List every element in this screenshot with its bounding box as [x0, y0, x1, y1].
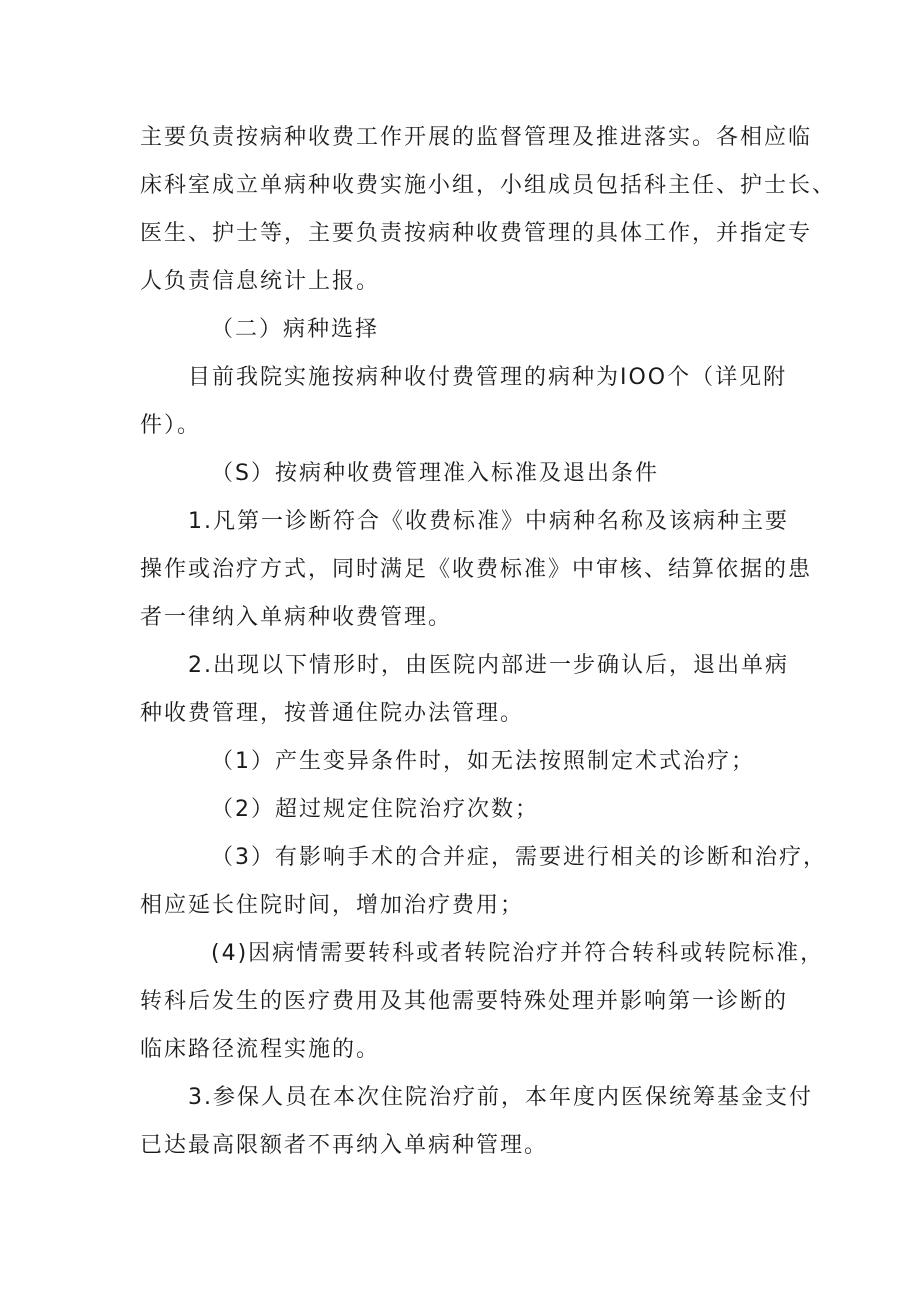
- paragraph-line: 操作或治疗方式，同时满足《收费标准》中审核、结算依据的患: [140, 557, 813, 582]
- sub-item-line: （3）有影响手术的合并症，需要进行相关的诊断和治疗，: [211, 845, 827, 870]
- paragraph-line: 主要负责按病种收费工作开展的监督管理及推进落实。各相应临: [140, 125, 813, 150]
- paragraph-line: 医生、护士等，主要负责按病种收费管理的具体工作，并指定专: [140, 221, 813, 246]
- paragraph-line: 转科后发生的医疗费用及其他需要特殊处理并影响第一诊断的: [140, 989, 789, 1014]
- list-item-line: 2.出现以下情形时，由医院内部进一步确认后，退出单病: [188, 653, 789, 678]
- paragraph-line: 已达最高限额者不再纳入单病种管理。: [140, 1133, 549, 1158]
- paragraph-line: 人负责信息统计上报。: [140, 269, 381, 294]
- section-heading: （S）按病种收费管理准入标准及退出条件: [211, 461, 659, 486]
- sub-item-line: (4)因病情需要转科或者转院治疗并符合转科或转院标准，: [211, 941, 825, 966]
- paragraph-line: 种收费管理，按普通住院办法管理。: [140, 701, 525, 726]
- section-heading: （二）病种选择: [211, 317, 380, 342]
- list-item-line: 1.凡第一诊断符合《收费标准》中病种名称及该病种主要: [188, 509, 789, 534]
- sub-item-line: （1）产生变异条件时，如无法按照制定术式治疗；: [211, 749, 755, 774]
- paragraph-line: 临床路径流程实施的。: [140, 1037, 381, 1062]
- paragraph-line: 目前我院实施按病种收付费管理的病种为IOO个（详见附: [188, 365, 788, 390]
- paragraph-line: 件）。: [140, 413, 202, 438]
- paragraph-line: 者一律纳入单病种收费管理。: [140, 605, 453, 630]
- sub-item-line: （2）超过规定住院治疗次数；: [211, 797, 539, 822]
- paragraph-line: 床科室成立单病种收费实施小组，小组成员包括科主任、护士长、: [140, 173, 837, 198]
- paragraph-line: 相应延长住院时间，增加治疗费用；: [140, 893, 525, 918]
- list-item-line: 3.参保人员在本次住院治疗前，本年度内医保统筹基金支付: [188, 1085, 813, 1110]
